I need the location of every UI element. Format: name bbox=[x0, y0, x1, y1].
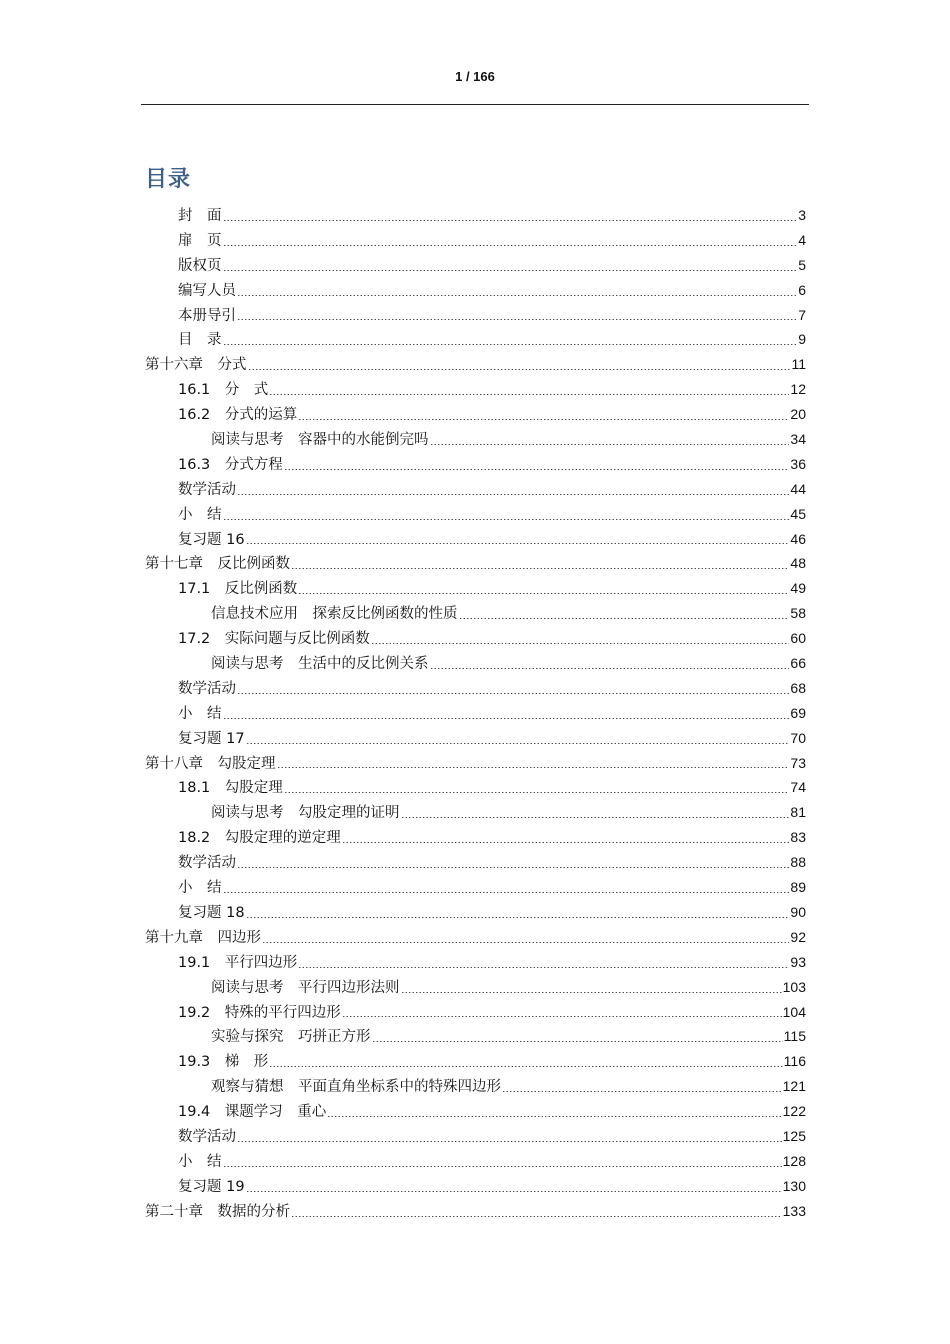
toc-entry-label: 复习题 16 bbox=[178, 531, 245, 548]
toc-entry[interactable] bbox=[145, 352, 806, 377]
toc-entry-label: 实验与探究 巧拼正方形 bbox=[211, 1029, 371, 1046]
toc-entry-page: 83 bbox=[790, 829, 806, 846]
dot-leader bbox=[291, 1216, 782, 1217]
toc-entry[interactable] bbox=[145, 975, 806, 1000]
toc-entry-page: 66 bbox=[790, 655, 806, 672]
toc-entry-label: 封 面 bbox=[178, 208, 222, 224]
toc-entry-label: 复习题 19 bbox=[178, 1178, 245, 1195]
toc-entry-label: 小 结 bbox=[178, 1153, 222, 1170]
toc-entry-label: 复习题 18 bbox=[178, 904, 245, 921]
toc-entry[interactable] bbox=[145, 551, 806, 576]
dot-leader bbox=[284, 792, 790, 793]
toc-entry-page: 81 bbox=[790, 804, 806, 821]
toc-entry-label: 编写人员 bbox=[178, 282, 236, 299]
dot-leader bbox=[248, 369, 791, 370]
toc-entry-page: 133 bbox=[782, 1202, 806, 1219]
toc-entry-page: 93 bbox=[790, 953, 806, 970]
toc-title: 目录 bbox=[145, 167, 192, 192]
toc-entry-page: 125 bbox=[782, 1127, 806, 1144]
toc-entry-label: 18.2 勾股定理的逆定理 bbox=[178, 830, 341, 847]
toc-entry-page: 34 bbox=[790, 431, 806, 448]
dot-leader bbox=[342, 1016, 782, 1017]
dot-leader bbox=[298, 419, 789, 420]
toc-entry[interactable] bbox=[145, 1099, 806, 1124]
toc-entry-label: 19.4 课题学习 重心 bbox=[178, 1104, 327, 1121]
dot-leader bbox=[291, 568, 789, 569]
toc-entry-page: 73 bbox=[790, 754, 806, 771]
toc-entry[interactable] bbox=[145, 950, 806, 975]
dot-leader bbox=[237, 494, 789, 495]
toc-entry-label: 观察与猜想 平面直角坐标系中的特殊四边形 bbox=[211, 1079, 501, 1096]
toc-entry-label: 16.2 分式的运算 bbox=[178, 407, 298, 424]
dot-leader bbox=[223, 245, 798, 246]
dot-leader bbox=[430, 444, 790, 445]
dot-leader bbox=[262, 942, 789, 943]
toc-entry-label: 数学活动 bbox=[178, 855, 236, 872]
toc-entry-page: 69 bbox=[790, 704, 806, 721]
dot-leader bbox=[237, 867, 789, 868]
dot-leader bbox=[246, 543, 790, 544]
toc-entry-page: 20 bbox=[790, 406, 806, 423]
toc-entry[interactable] bbox=[145, 1149, 806, 1174]
toc-entry-page: 12 bbox=[790, 381, 806, 398]
toc-entry[interactable] bbox=[145, 775, 806, 800]
dot-leader bbox=[223, 519, 790, 520]
dot-leader bbox=[237, 295, 797, 296]
toc-entry[interactable] bbox=[145, 825, 806, 850]
toc-entry[interactable] bbox=[145, 925, 806, 950]
toc-entry-label: 数学活动 bbox=[178, 680, 236, 697]
page-header bbox=[141, 62, 809, 105]
toc-entry-page: 89 bbox=[790, 879, 806, 896]
toc-entry-label: 19.3 梯 形 bbox=[178, 1054, 269, 1071]
toc-entry[interactable] bbox=[145, 576, 806, 601]
dot-leader bbox=[246, 1191, 782, 1192]
toc-entry-page: 48 bbox=[790, 555, 806, 572]
dot-leader bbox=[401, 817, 790, 818]
toc-entry-page: 116 bbox=[783, 1053, 806, 1070]
dot-leader bbox=[237, 319, 797, 320]
dot-leader bbox=[246, 743, 790, 744]
toc-entry-page: 44 bbox=[790, 480, 806, 497]
dot-leader bbox=[371, 643, 790, 644]
dot-leader bbox=[223, 892, 790, 893]
dot-leader bbox=[372, 1041, 783, 1042]
toc-entry-page: 58 bbox=[790, 605, 806, 622]
toc-entry-label: 信息技术应用 探索反比例函数的性质 bbox=[211, 606, 458, 623]
toc-entry-label: 第十八章 勾股定理 bbox=[145, 755, 276, 772]
toc-entry-page: 122 bbox=[782, 1103, 806, 1120]
toc-entry-page: 90 bbox=[790, 903, 806, 920]
toc-entry-label: 16.1 分 式 bbox=[178, 382, 269, 399]
dot-leader bbox=[430, 668, 790, 669]
dot-leader bbox=[298, 593, 789, 594]
toc-entry-label: 18.1 勾股定理 bbox=[178, 780, 283, 797]
toc-entry[interactable] bbox=[145, 701, 806, 726]
toc-entry-page: 92 bbox=[790, 928, 806, 945]
toc-entry-page: 74 bbox=[790, 779, 806, 796]
dot-leader bbox=[284, 469, 790, 470]
toc-entry[interactable] bbox=[145, 1199, 806, 1224]
toc-entry[interactable] bbox=[145, 726, 806, 751]
toc-entry-label: 第十九章 四边形 bbox=[145, 929, 261, 946]
toc-entry-label: 阅读与思考 容器中的水能倒完吗 bbox=[211, 432, 429, 449]
toc-entry-page: 6 bbox=[798, 281, 806, 298]
toc-entry[interactable] bbox=[145, 875, 806, 900]
toc-entry-page: 70 bbox=[790, 729, 806, 746]
dot-leader bbox=[502, 1091, 782, 1092]
toc-entry-label: 阅读与思考 生活中的反比例关系 bbox=[211, 656, 429, 673]
dot-leader bbox=[277, 767, 790, 768]
dot-leader bbox=[269, 1066, 782, 1067]
toc-entry[interactable] bbox=[145, 527, 806, 552]
toc-entry-label: 19.1 平行四边形 bbox=[178, 954, 298, 971]
dot-leader bbox=[327, 1116, 781, 1117]
toc-entry[interactable] bbox=[145, 203, 806, 228]
dot-leader bbox=[237, 693, 789, 694]
toc-entry[interactable] bbox=[145, 228, 806, 253]
toc-entry[interactable] bbox=[145, 1049, 806, 1074]
toc-entry-label: 17.1 反比例函数 bbox=[178, 581, 298, 598]
toc-entry-label: 数学活动 bbox=[178, 481, 236, 498]
toc-entry-label: 第十六章 分式 bbox=[145, 357, 247, 374]
toc-entry-page: 45 bbox=[790, 505, 806, 522]
toc-entry[interactable] bbox=[145, 402, 806, 427]
toc-entry[interactable] bbox=[145, 626, 806, 651]
toc-entry-label: 第十七章 反比例函数 bbox=[145, 556, 290, 573]
toc-entry-label: 小 结 bbox=[178, 705, 222, 722]
toc-entry-label: 数学活动 bbox=[178, 1128, 236, 1145]
toc-entry-page: 4 bbox=[798, 231, 806, 248]
table-of-contents bbox=[145, 203, 806, 1224]
dot-leader bbox=[223, 718, 790, 719]
toc-entry-page: 130 bbox=[782, 1177, 806, 1194]
toc-entry[interactable] bbox=[145, 452, 806, 477]
toc-entry[interactable] bbox=[145, 800, 806, 825]
toc-entry[interactable] bbox=[145, 676, 806, 701]
toc-entry-label: 本册导引 bbox=[178, 307, 236, 324]
dot-leader bbox=[223, 220, 798, 221]
toc-entry-label: 阅读与思考 勾股定理的证明 bbox=[211, 805, 400, 822]
dot-leader bbox=[237, 1141, 782, 1142]
toc-entry-label: 版权页 bbox=[178, 257, 222, 274]
toc-entry[interactable] bbox=[145, 253, 806, 278]
toc-entry-page: 9 bbox=[798, 331, 806, 348]
toc-entry-page: 46 bbox=[790, 530, 806, 547]
toc-entry-label: 扉 页 bbox=[178, 232, 222, 249]
dot-leader bbox=[459, 618, 790, 619]
toc-entry-page: 60 bbox=[790, 630, 806, 647]
toc-entry-label: 小 结 bbox=[178, 880, 222, 897]
dot-leader bbox=[298, 967, 789, 968]
toc-entry-page: 103 bbox=[782, 978, 806, 995]
dot-leader bbox=[223, 270, 798, 271]
toc-entry-page: 104 bbox=[782, 1003, 806, 1020]
toc-entry[interactable] bbox=[145, 427, 806, 452]
toc-entry[interactable] bbox=[145, 502, 806, 527]
dot-leader bbox=[401, 992, 782, 993]
toc-entry[interactable] bbox=[145, 278, 806, 303]
toc-entry[interactable] bbox=[145, 751, 806, 776]
toc-entry-page: 3 bbox=[798, 207, 806, 223]
dot-leader bbox=[223, 344, 798, 345]
toc-entry[interactable] bbox=[145, 601, 806, 626]
toc-entry-label: 复习题 17 bbox=[178, 730, 245, 747]
toc-entry-label: 第二十章 数据的分析 bbox=[145, 1203, 290, 1220]
toc-entry-label: 19.2 特殊的平行四边形 bbox=[178, 1004, 341, 1021]
toc-entry-page: 5 bbox=[798, 256, 806, 273]
toc-entry-page: 68 bbox=[790, 679, 806, 696]
dot-leader bbox=[223, 1166, 782, 1167]
toc-entry-label: 目 录 bbox=[178, 332, 222, 349]
toc-entry-page: 7 bbox=[798, 306, 806, 323]
dot-leader bbox=[269, 394, 789, 395]
toc-entry[interactable] bbox=[145, 850, 806, 875]
toc-entry-page: 36 bbox=[790, 455, 806, 472]
toc-entry[interactable] bbox=[145, 1174, 806, 1199]
toc-entry[interactable] bbox=[145, 1074, 806, 1099]
dot-leader bbox=[246, 917, 790, 918]
toc-entry[interactable] bbox=[145, 651, 806, 676]
toc-entry-label: 17.2 实际问题与反比例函数 bbox=[178, 631, 370, 648]
toc-entry-page: 121 bbox=[782, 1078, 806, 1095]
toc-entry-page: 11 bbox=[791, 356, 806, 373]
toc-entry-page: 128 bbox=[782, 1152, 806, 1169]
toc-entry[interactable] bbox=[145, 303, 806, 328]
toc-entry[interactable] bbox=[145, 1024, 806, 1049]
toc-entry[interactable] bbox=[145, 1124, 806, 1149]
dot-leader bbox=[342, 842, 790, 843]
toc-entry[interactable] bbox=[145, 377, 806, 402]
toc-entry-label: 小 结 bbox=[178, 506, 222, 523]
toc-entry[interactable] bbox=[145, 1000, 806, 1025]
toc-entry-page: 49 bbox=[790, 580, 806, 597]
toc-entry-label: 阅读与思考 平行四边形法则 bbox=[211, 979, 400, 996]
toc-entry[interactable] bbox=[145, 900, 806, 925]
page-indicator: 1 / 166 bbox=[455, 69, 495, 84]
toc-entry-page: 88 bbox=[790, 854, 806, 871]
toc-entry[interactable] bbox=[145, 477, 806, 502]
toc-entry[interactable] bbox=[145, 327, 806, 352]
toc-entry-label: 16.3 分式方程 bbox=[178, 456, 283, 473]
toc-entry-page: 115 bbox=[783, 1028, 806, 1045]
